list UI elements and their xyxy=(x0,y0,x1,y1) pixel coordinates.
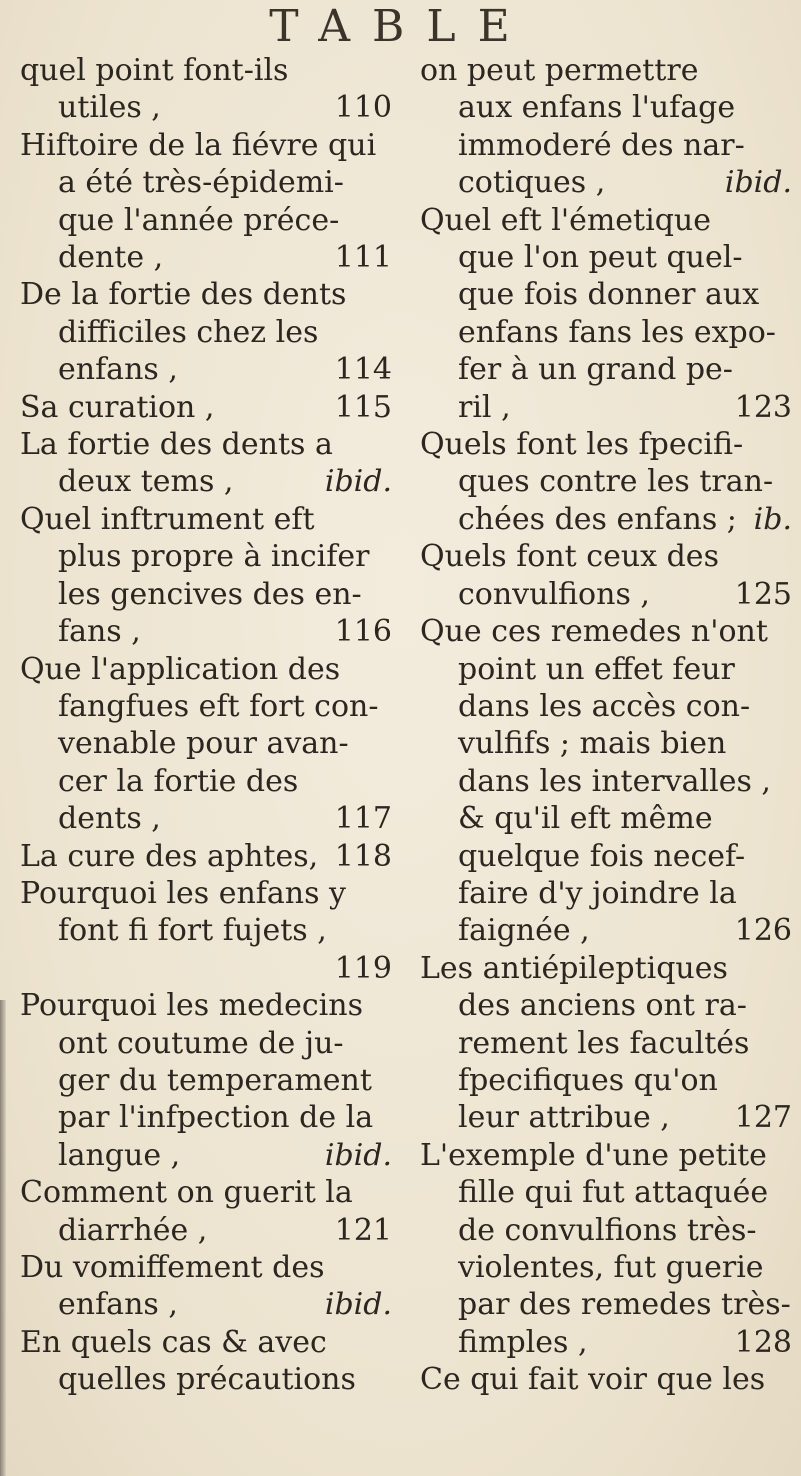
page-number: 123 xyxy=(734,389,792,425)
index-entry xyxy=(20,838,400,875)
entry-line: 123 ril , xyxy=(420,389,800,426)
index-entry xyxy=(420,613,800,950)
entry-line: 118 La cure des aphtes, xyxy=(20,838,400,875)
entry-line: ibid. enfans , xyxy=(20,1286,400,1323)
entry-line: faire d'y joindre la xyxy=(458,875,737,911)
page-number: ib. xyxy=(753,501,792,537)
page-number: 110 xyxy=(334,90,392,126)
entry-line: a été très-épidemi- xyxy=(58,165,344,201)
page-number: 115 xyxy=(334,389,392,425)
index-entry xyxy=(20,276,400,388)
entry-line: que l'année préce- xyxy=(58,202,340,238)
page-number: 119 xyxy=(334,950,392,986)
entry-line: fille qui fut attaquée xyxy=(458,1175,769,1211)
entry-line: cer la fortie des xyxy=(58,763,299,799)
entry-line: Du vomiffement des xyxy=(20,1250,325,1285)
entry-line: de convulfions très- xyxy=(458,1212,757,1248)
entry-line: vulfifs ; mais bien xyxy=(458,726,727,762)
entry-line: par des remedes très- xyxy=(458,1287,791,1323)
page-spine-shadow xyxy=(0,1000,6,1476)
entry-line: fer à un grand pe- xyxy=(458,352,733,388)
index-entry xyxy=(20,651,400,838)
entry-line: ger du temperament xyxy=(58,1062,372,1098)
index-entry xyxy=(20,1249,400,1324)
entry-line: En quels cas & avec xyxy=(20,1324,327,1360)
entry-line: 127 leur attribue , xyxy=(420,1099,800,1136)
entry-line: La fortie des dents a xyxy=(20,427,333,463)
entry-line: venable pour avan- xyxy=(58,726,349,762)
index-entry xyxy=(420,1361,800,1398)
entry-line: Que ces remedes n'ont xyxy=(420,614,768,650)
entry-line: on peut permettre xyxy=(420,53,699,88)
index-entry xyxy=(20,987,400,1174)
entry-line: fangfues eft fort con- xyxy=(58,688,379,724)
index-entry xyxy=(420,538,800,613)
entry-line: dans les accès con- xyxy=(458,688,751,724)
entry-line: 110 utiles , xyxy=(20,89,400,126)
entry-line: ibid. langue , xyxy=(20,1137,400,1174)
entry-line: ibid. deux tems , xyxy=(20,463,400,500)
page-number: 126 xyxy=(734,913,792,949)
page-number: ibid. xyxy=(324,1287,392,1323)
entry-line: Ce qui fait voir que les xyxy=(420,1362,766,1398)
index-entry xyxy=(420,426,800,538)
entry-line: point un effet feur xyxy=(458,651,735,687)
page-number: 121 xyxy=(334,1212,392,1248)
entry-line: 114 enfans , xyxy=(20,351,400,388)
entry-line: Quel inftrument eft xyxy=(20,501,315,537)
page-number: ibid. xyxy=(324,1137,392,1173)
index-entry xyxy=(420,52,800,202)
entry-line: Comment on guerit la xyxy=(20,1175,353,1211)
page-header: TABLE xyxy=(269,2,532,52)
entry-line: par l'infpection de la xyxy=(58,1100,374,1136)
page-number: 116 xyxy=(334,614,392,650)
page-number: 127 xyxy=(734,1100,792,1136)
index-entry xyxy=(20,127,400,277)
entry-line: rement les facultés xyxy=(458,1025,750,1061)
entry-line: que l'on peut quel- xyxy=(458,240,743,276)
entry-line: 121 diarrhée , xyxy=(20,1212,400,1249)
index-entry xyxy=(420,950,800,1137)
entry-line: aux enfans l'ufage xyxy=(458,90,736,126)
page-number: ibid. xyxy=(324,464,392,500)
entry-line: 117 dents , xyxy=(20,800,400,837)
entry-line xyxy=(20,950,400,987)
entry-line: violentes, fut guerie xyxy=(458,1250,764,1285)
index-entry xyxy=(20,52,400,127)
entry-line: ont coutume de ju- xyxy=(58,1025,344,1061)
entry-line: Pourquoi les enfans y xyxy=(20,875,346,911)
entry-line: ques contre les tran- xyxy=(458,464,774,500)
index-entry xyxy=(20,1324,400,1399)
entry-line: Quels font ceux des xyxy=(420,539,719,575)
entry-line: dans les intervalles , xyxy=(458,763,771,799)
page-number: 117 xyxy=(334,801,392,837)
entry-line: Pourquoi les medecins xyxy=(20,988,363,1024)
page-number: 125 xyxy=(734,576,792,612)
entry-line: des anciens ont ra- xyxy=(458,988,747,1024)
entry-line: ibid. cotiques , xyxy=(420,164,800,201)
entry-line: 128 fimples , xyxy=(420,1324,800,1361)
entry-line: De la fortie des dents xyxy=(20,277,347,313)
entry-line: Que l'application des xyxy=(20,651,341,687)
page-number: 114 xyxy=(334,352,392,388)
entry-line: plus propre à incifer xyxy=(58,539,370,575)
entry-line: quelles précautions xyxy=(58,1362,356,1398)
entry-line: font fi fort fujets , xyxy=(58,913,327,949)
entry-line: difficiles chez les xyxy=(58,314,319,350)
entry-line: que fois donner aux xyxy=(458,277,760,313)
page-number: ibid. xyxy=(724,165,792,201)
entry-line: & qu'il eft même xyxy=(458,801,713,837)
entry-line: Hiftoire de la fiévre qui xyxy=(20,127,377,163)
left-column xyxy=(20,52,400,1399)
entry-line: 126 faignée , xyxy=(420,912,800,949)
index-entry xyxy=(20,426,400,501)
page-number: 128 xyxy=(734,1324,792,1360)
entry-line: enfans fans les expo- xyxy=(458,314,776,350)
index-entry xyxy=(420,1137,800,1361)
page-number: 111 xyxy=(334,240,392,276)
entry-line: Quel eft l'émetique xyxy=(420,202,711,238)
entry-line: L'exemple d'une petite xyxy=(420,1137,767,1173)
entry-line: 116 fans , xyxy=(20,613,400,650)
entry-line: quelque fois necef- xyxy=(458,838,746,874)
entry-line: immoderé des nar- xyxy=(458,127,745,163)
entry-line: les gencives des en- xyxy=(58,576,362,612)
entry-line: Quels font les fpecifi- xyxy=(420,427,744,463)
page-number: 118 xyxy=(334,838,392,874)
entry-line: quel point font-ils xyxy=(20,53,289,88)
entry-line: Les antiépileptiques xyxy=(420,950,728,986)
index-entry xyxy=(20,501,400,651)
entry-line: fpecifiques qu'on xyxy=(458,1062,718,1098)
entry-line: 115 Sa curation , xyxy=(20,389,400,426)
index-entry xyxy=(420,202,800,426)
entry-line: 111 dente , xyxy=(20,239,400,276)
entry-line: ib. chées des enfans ; xyxy=(420,501,800,538)
index-entry xyxy=(20,875,400,987)
entry-line: 125 convulfions , xyxy=(420,576,800,613)
index-entry xyxy=(20,389,400,426)
index-entry xyxy=(20,1174,400,1249)
right-column xyxy=(420,52,800,1399)
